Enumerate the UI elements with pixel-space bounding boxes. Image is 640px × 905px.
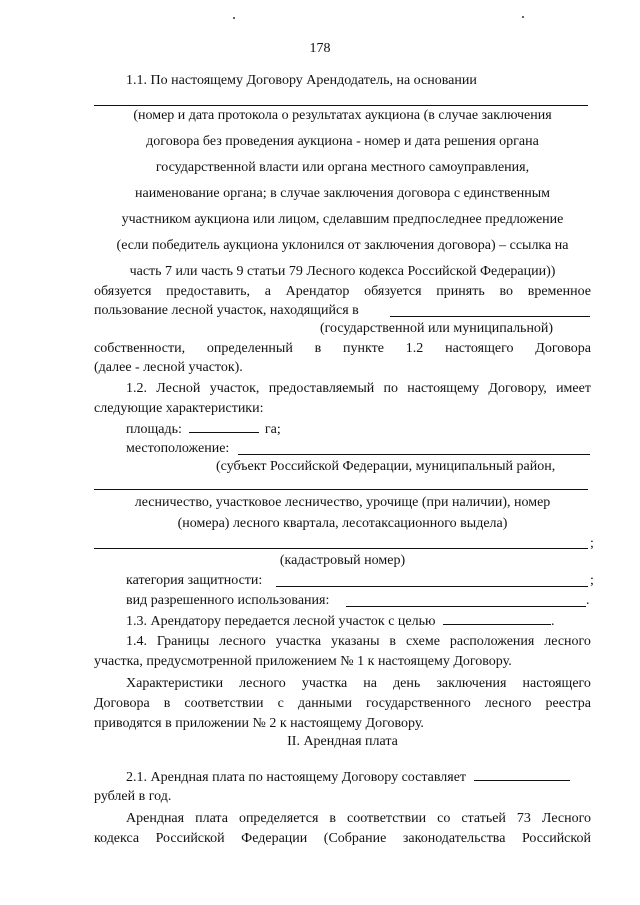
location-note: (субъект Российской Федерации, муниципальный район, bbox=[216, 459, 556, 474]
basis-note-line: государственной власти или органа местного самоуправления, bbox=[155, 160, 530, 175]
use-line: пользование лесной участок, находящийся в bbox=[94, 303, 359, 318]
basis-note-line: договора без проведения аукциона - номер и дата решения органа bbox=[146, 134, 539, 149]
word: а bbox=[264, 284, 271, 299]
word: 1.2 bbox=[405, 341, 424, 356]
word: Лесного bbox=[541, 811, 591, 826]
word: обязуется bbox=[364, 284, 422, 299]
basis-note-line: наименование органа; в случае заключения договора с единственным bbox=[135, 186, 550, 201]
clause-2-1-tail: рублей в год. bbox=[94, 789, 172, 804]
rent-para-line1 bbox=[126, 810, 591, 827]
cadastral-blank bbox=[94, 548, 588, 549]
word: расположения bbox=[449, 634, 535, 649]
word: Российской bbox=[521, 831, 591, 846]
word: на bbox=[363, 676, 378, 691]
hereafter-line: (далее - лесной участок). bbox=[94, 360, 243, 375]
word: в bbox=[389, 634, 397, 649]
word: в bbox=[314, 341, 322, 356]
word: по bbox=[383, 381, 398, 396]
cadastral-note: (кадастровый номер) bbox=[279, 553, 406, 568]
area-blank bbox=[189, 420, 259, 433]
rent-amount-blank bbox=[474, 768, 570, 781]
clause-1-3-text: 1.3. Арендатору передается лесной участок с целью bbox=[126, 614, 436, 629]
word: лесного bbox=[219, 634, 266, 649]
obligation-line bbox=[94, 283, 591, 300]
word: участка bbox=[301, 676, 348, 691]
word: Границы bbox=[156, 634, 210, 649]
characteristics-para-line2 bbox=[94, 695, 591, 712]
section-2-heading: II. Арендная плата bbox=[287, 734, 398, 749]
rent-para-line2 bbox=[94, 830, 591, 847]
clause-1-2-intro bbox=[126, 380, 591, 397]
word: 73 bbox=[516, 811, 531, 826]
word: настоящего bbox=[522, 676, 591, 691]
scan-speck bbox=[522, 16, 524, 18]
purpose-blank bbox=[443, 612, 551, 625]
protection-blank bbox=[276, 586, 588, 587]
location-blank-2 bbox=[94, 489, 588, 490]
word: Договора bbox=[535, 341, 591, 356]
word: Договору, bbox=[488, 381, 547, 396]
word: участка bbox=[275, 634, 322, 649]
permitted-use-period: . bbox=[586, 593, 590, 608]
scan-speck bbox=[233, 17, 235, 19]
word: государственного bbox=[366, 696, 471, 711]
area-line bbox=[126, 420, 281, 438]
word: 1.4. bbox=[126, 634, 147, 649]
clause-2-1 bbox=[126, 768, 570, 786]
word: во bbox=[499, 284, 513, 299]
word: Лесной bbox=[156, 381, 201, 396]
word: предоставляемый bbox=[268, 381, 375, 396]
basis-note-line: (номер и дата протокола о результатах аукциона (в случае заключения bbox=[133, 108, 552, 123]
basis-blank bbox=[94, 105, 588, 106]
location-label: местоположение: bbox=[126, 441, 230, 456]
word: Договора bbox=[94, 696, 150, 711]
clause-1-4-line1 bbox=[126, 633, 591, 650]
ownership-line bbox=[94, 340, 591, 357]
characteristics-para-line3: приводятся в приложении № 2 к настоящему Договору. bbox=[94, 716, 424, 731]
word: настоящего bbox=[445, 341, 514, 356]
word: лесного bbox=[239, 676, 286, 691]
clause-1-4-line2: участка, предусмотренной приложением № 1 к настоящему Договору. bbox=[94, 654, 512, 669]
word: предоставить, bbox=[166, 284, 250, 299]
protection-semicolon: ; bbox=[590, 573, 594, 588]
word: указаны bbox=[331, 634, 380, 649]
clause-1-1-intro: 1.1. По настоящему Договору Арендодатель, на основании bbox=[126, 73, 477, 88]
word: лесного bbox=[484, 696, 532, 711]
word: Федерации bbox=[241, 831, 308, 846]
word: лесного bbox=[544, 634, 591, 649]
word: день bbox=[393, 676, 421, 691]
basis-note-line: участником аукциона или лицом, сделавшим предпоследнее предложение bbox=[121, 212, 564, 227]
permitted-use-blank bbox=[346, 606, 586, 607]
word: принять bbox=[436, 284, 485, 299]
word: законодательства bbox=[402, 831, 506, 846]
word: Российской bbox=[155, 831, 225, 846]
word: данными bbox=[297, 696, 352, 711]
location-note: (номера) лесного квартала, лесотаксационного выдела) bbox=[177, 516, 508, 531]
word: статьей bbox=[461, 811, 506, 826]
word: схеме bbox=[405, 634, 440, 649]
word: участок, bbox=[209, 381, 260, 396]
cadastral-semicolon: ; bbox=[590, 536, 594, 551]
clause-1-3 bbox=[126, 612, 554, 630]
word: имеет bbox=[556, 381, 591, 396]
word: Арендатор bbox=[285, 284, 350, 299]
word: определенный bbox=[206, 341, 293, 356]
word: заключения bbox=[436, 676, 507, 691]
location-blank bbox=[238, 454, 590, 455]
page-number: 178 bbox=[309, 41, 331, 56]
clause-1-3-end: . bbox=[550, 614, 555, 629]
area-label: площадь: bbox=[126, 422, 182, 437]
characteristics-para-line1 bbox=[126, 675, 591, 692]
basis-note-line: (если победитель аукциона уклонился от заключения договора) – ссылка на bbox=[116, 238, 569, 253]
word: собственности, bbox=[94, 341, 186, 356]
word: определяется bbox=[238, 811, 319, 826]
ownership-blank bbox=[390, 316, 590, 317]
word: с bbox=[277, 696, 284, 711]
word: 1.2. bbox=[126, 381, 147, 396]
protection-label: категория защитности: bbox=[126, 573, 263, 588]
word: соответствии bbox=[347, 811, 427, 826]
characteristics-line: следующие характеристики: bbox=[94, 401, 264, 416]
word: пункте bbox=[343, 341, 384, 356]
ownership-note: (государственной или муниципальной) bbox=[320, 321, 554, 336]
area-unit: га; bbox=[264, 422, 281, 437]
word: соответствии bbox=[184, 696, 264, 711]
word: со bbox=[437, 811, 451, 826]
word: (Собрание bbox=[323, 831, 387, 846]
word: Характеристики bbox=[126, 676, 224, 691]
word: настоящему bbox=[407, 381, 480, 396]
word: реестра bbox=[545, 696, 591, 711]
word: плата bbox=[195, 811, 228, 826]
clause-2-1-text: 2.1. Арендная плата по настоящему Договору составляет bbox=[126, 770, 467, 785]
word: в bbox=[163, 696, 171, 711]
permitted-use-label: вид разрешенного использования: bbox=[126, 593, 330, 608]
word: временное bbox=[527, 284, 591, 299]
word: кодекса bbox=[94, 831, 140, 846]
word: в bbox=[329, 811, 337, 826]
word: Арендная bbox=[126, 811, 185, 826]
basis-note-line: часть 7 или часть 9 статьи 79 Лесного кодекса Российской Федерации)) bbox=[129, 264, 556, 279]
location-note: лесничество, участковое лесничество, урочище (при наличии), номер bbox=[134, 495, 551, 510]
word: обязуется bbox=[94, 284, 152, 299]
